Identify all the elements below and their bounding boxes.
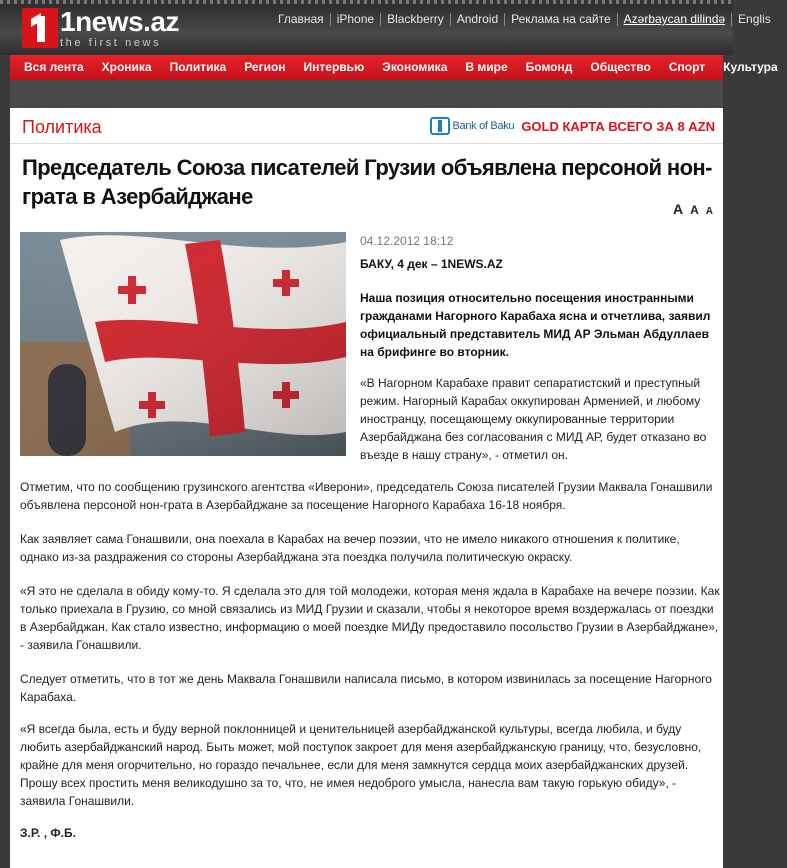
nav-item-economy[interactable]: Экономика <box>382 60 448 74</box>
nav-item-world[interactable]: В мире <box>465 60 508 74</box>
nav-item-politics[interactable]: Политика <box>169 60 227 74</box>
nav-item-chronicle[interactable]: Хроника <box>101 60 152 74</box>
article-date: 04.12.2012 18:12 <box>360 234 454 248</box>
article-photo <box>20 232 346 456</box>
bank-logo-icon <box>430 117 450 135</box>
article-paragraph: «Я это не сделала в обиду кому-то. Я сделала это для той молодежи, которая меня ждала в Карабахе на вечере поэзии. Как только приехала в Грузию, со мной связались из МИД Грузии и сказали, чтобы я некоторое время воздержалась от поездки в Азербайджан. Как стало известно, информацию о моей поездке МИДу предоставило посольство Грузии в Азербайджане», - заявила Гонашвили. <box>20 584 720 652</box>
font-large-button[interactable]: A <box>672 201 684 217</box>
article-paragraph: «Я всегда была, есть и буду верной поклонницей и ценительницей азербайджанской культуры, всегда любила, и буду любить азербайджанский народ. Быть может, мой поступок закроет для меня азербайджанскую границу, что, безусловно, крайне для меня огорчительно, но гораздо печальнее, если для меня замкнутся сердца моих азербайджанских друзей. Прошу всех простить меня великодушно за то, что, не имея недоброго умысла, нанесла вам такую горькую обиду», - заявила Гонашвили. <box>20 722 702 808</box>
font-medium-button[interactable]: A <box>690 203 699 217</box>
nav-subband <box>10 80 723 108</box>
article-paragraph: Следует отметить, что в тот же день Маквала Гонашвили написала письмо, в котором извинилась за посещение Нагорного Карабаха. <box>20 672 712 704</box>
font-small-button[interactable]: A <box>705 206 713 217</box>
nav-item-beau-monde[interactable]: Бомонд <box>525 60 573 74</box>
toplink-iphone[interactable]: iPhone <box>330 13 380 26</box>
main-nav <box>10 55 778 80</box>
nav-item-interview[interactable]: Интервью <box>303 60 365 74</box>
bank-banner[interactable] <box>430 117 715 135</box>
article-paragraph: Отметим, что по сообщению грузинского агентства «Иверони», председатель Союза писателей Грузии Маквала Гонашвили объявлена персоной нон-грата в Азербайджане за посещение Нагорного Карабаха 16-18 ноября. <box>20 480 713 512</box>
article-card <box>10 108 723 868</box>
font-size-controls <box>666 201 713 217</box>
bank-name: Bank of Baku <box>452 120 515 132</box>
site-logo[interactable] <box>22 8 179 50</box>
georgian-flag-image <box>20 232 346 456</box>
nav-item-society[interactable]: Общество <box>590 60 651 74</box>
toplink-home[interactable]: Главная <box>278 12 324 26</box>
nav-item-all-feed[interactable]: Вся лента <box>24 60 84 74</box>
logo-one-icon <box>22 8 58 48</box>
top-header <box>0 0 771 55</box>
nav-item-sport[interactable]: Спорт <box>668 60 706 74</box>
section-header <box>10 108 723 144</box>
article-title: Председатель Союза писателей Грузии объявлена персоной нон-грата в Азербайджане <box>22 155 712 209</box>
toplink-advertising[interactable]: Реклама на сайте <box>504 13 617 26</box>
nav-item-culture[interactable]: Культура <box>723 60 778 74</box>
article-lead: Наша позиция относительно посещения иностранными гражданами Нагорного Карабаха ясна и отчетлива, заявил официальный представитель МИД АР Эльман Абдуллаев на брифинге во вторник. <box>360 291 711 359</box>
toplink-android[interactable]: Android <box>450 13 504 26</box>
logo-name: 1news.az <box>60 6 179 37</box>
nav-item-region[interactable]: Регион <box>244 60 286 74</box>
logo-tagline: the first news <box>60 37 162 49</box>
toplink-azerbaijani[interactable]: Azərbaycan dilində <box>617 13 731 26</box>
article-quote: «В Нагорном Карабахе правит сепаратистский и преступный режим. Нагорный Карабах оккупирован Арменией, и любому иностранцу, посещающему оккупированные территории Азербайджана без согласования с МИД АР, будет отказано во въезде в нашу страну», - отметил он. <box>360 376 707 462</box>
top-links <box>278 13 777 26</box>
article-dateline: БАКУ, 4 дек – 1NEWS.AZ <box>360 257 503 271</box>
article-paragraph: Как заявляет сама Гонашвили, она поехала в Карабах на вечер поэзии, что не имело никакого отношения к политике, однако из-за раздражения со стороны Азербайджана эта поездка получила политическую окраску. <box>20 532 680 564</box>
toplink-english[interactable]: Englis <box>731 13 777 26</box>
category-title[interactable]: Политика <box>22 117 102 137</box>
bank-offer: GOLD КАРТА ВСЕГО ЗА 8 AZN <box>521 118 715 134</box>
toplink-blackberry[interactable]: Blackberry <box>380 13 450 26</box>
article-signature: З.Р. , Ф.Б. <box>20 826 76 840</box>
top-strip <box>0 0 733 4</box>
